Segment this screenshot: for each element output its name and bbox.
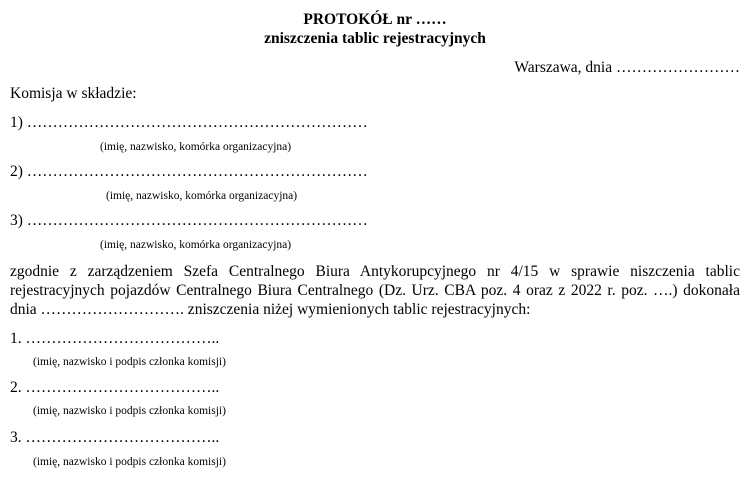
committee-member-1-caption: (imię, nazwisko, komórka organizacyjna): [100, 141, 292, 153]
signature-2-line: 2. ………………………………..: [10, 379, 220, 396]
signature-1-caption: (imię, nazwisko i podpis członka komisji): [33, 356, 226, 368]
body-paragraph: zgodnie z zarządzeniem Szefa Centralnego Biura Antykorupcyjnego nr 4/15 w sprawie niszczenia tablic rejestracyjnych pojazdów Centralnego Biura Centralnego (Dz. Urz. CBA poz. 4 oraz z 2022 r. poz. ….) dokonała dnia ………………………. zniszczenia niżej wymienionych tablic rejestracyjnych:: [10, 263, 740, 318]
signature-3-caption: (imię, nazwisko i podpis członka komisji): [33, 456, 226, 468]
signature-3-line: 3. ………………………………..: [10, 429, 220, 446]
signature-1-line: 1. ………………………………..: [10, 330, 220, 347]
document-subtitle: zniszczenia tablic rejestracyjnych: [264, 30, 486, 47]
committee-member-3-line: 3) …………………………………………………………: [10, 212, 368, 229]
committee-intro: Komisja w składzie:: [10, 85, 137, 102]
committee-member-3-caption: (imię, nazwisko, komórka organizacyjna): [100, 239, 292, 251]
committee-member-2-caption: (imię, nazwisko, komórka organizacyjna): [106, 190, 298, 202]
committee-member-2-line: 2) …………………………………………………………: [10, 163, 368, 180]
document-title: PROTOKÓŁ nr ……: [303, 11, 447, 28]
place-date-line: Warszawa, dnia ……………………: [514, 59, 740, 76]
committee-member-1-line: 1) …………………………………………………………: [10, 114, 368, 131]
signature-2-caption: (imię, nazwisko i podpis członka komisji): [33, 405, 226, 417]
